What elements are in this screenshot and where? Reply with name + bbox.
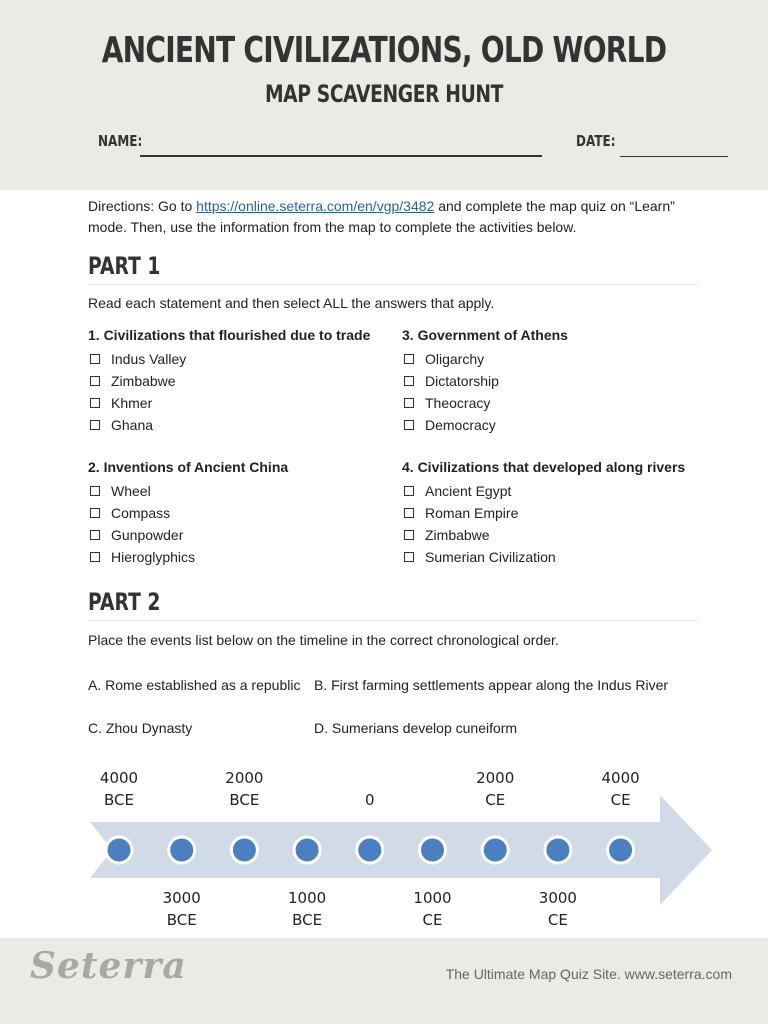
checkbox[interactable] xyxy=(90,508,100,518)
date-label: DATE: xyxy=(576,132,616,150)
option-item[interactable] xyxy=(402,414,568,436)
footer-tagline: The Ultimate Map Quiz Site. www.seterra.com xyxy=(445,966,732,982)
option-label: Wheel xyxy=(111,483,151,499)
question-title: 2. Inventions of Ancient China xyxy=(88,459,289,475)
option-item[interactable] xyxy=(88,348,370,370)
option-item[interactable] xyxy=(88,414,370,436)
question-title: 3. Government of Athens xyxy=(402,327,568,343)
checkbox[interactable] xyxy=(90,552,100,562)
option-item[interactable] xyxy=(88,392,370,414)
directions-suffix: and complete the map quiz on “Learn” mode. Then, use the information from the map to complete the activities below. xyxy=(88,198,675,235)
timeline-label: CE xyxy=(547,911,568,929)
timeline-label: 2000 xyxy=(225,769,264,787)
event-a: A. Rome established as a republic xyxy=(88,677,301,693)
date-field[interactable] xyxy=(620,156,728,157)
timeline-label: CE xyxy=(610,791,631,809)
option-item[interactable] xyxy=(88,502,288,524)
timeline-label: CE xyxy=(485,791,506,809)
option-item[interactable] xyxy=(402,480,685,502)
timeline-label: BCE xyxy=(229,791,260,809)
checkbox[interactable] xyxy=(404,398,414,408)
checkbox[interactable] xyxy=(90,376,100,386)
option-label: Sumerian Civilization xyxy=(425,549,556,565)
option-label: Ancient Egypt xyxy=(425,483,512,499)
timeline-label: BCE xyxy=(104,791,134,809)
option-item[interactable] xyxy=(402,546,685,568)
timeline-marker[interactable] xyxy=(608,837,634,863)
part1-instruction: Read each statement and then select ALL the answers that apply. xyxy=(88,295,495,311)
part2-heading: PART 2 xyxy=(88,588,161,616)
checkbox[interactable] xyxy=(404,354,414,364)
timeline-label: 3000 xyxy=(538,889,577,907)
option-label: Theocracy xyxy=(425,395,491,411)
timeline-label: 1000 xyxy=(413,889,452,907)
part1-heading: PART 1 xyxy=(88,252,161,280)
timeline-marker[interactable] xyxy=(482,837,508,863)
option-item[interactable] xyxy=(402,392,568,414)
timeline-label: CE xyxy=(422,911,443,929)
checkbox[interactable] xyxy=(404,420,414,430)
option-label: Zimbabwe xyxy=(425,527,490,543)
checkbox[interactable] xyxy=(90,398,100,408)
option-item[interactable] xyxy=(402,524,685,546)
part1-divider xyxy=(88,284,698,285)
checkbox[interactable] xyxy=(404,486,414,496)
option-label: Zimbabwe xyxy=(111,373,176,389)
option-label: Gunpowder xyxy=(111,527,184,543)
directions xyxy=(88,196,700,238)
option-label: Khmer xyxy=(111,395,153,411)
timeline-marker[interactable] xyxy=(420,837,446,863)
timeline-label: 2000 xyxy=(476,769,515,787)
checkbox[interactable] xyxy=(90,486,100,496)
option-label: Oligarchy xyxy=(425,351,485,367)
option-label: Dictatorship xyxy=(425,373,499,389)
event-d: D. Sumerians develop cuneiform xyxy=(314,720,518,736)
timeline-label: 1000 xyxy=(288,889,327,907)
timeline-marker[interactable] xyxy=(357,837,383,863)
timeline-marker[interactable] xyxy=(231,837,257,863)
event-c: C. Zhou Dynasty xyxy=(88,720,193,736)
timeline-label: BCE xyxy=(166,911,197,929)
checkbox[interactable] xyxy=(404,508,414,518)
question-title: 4. Civilizations that developed along rivers xyxy=(402,459,686,475)
option-item[interactable] xyxy=(402,370,568,392)
name-label: NAME: xyxy=(98,132,143,150)
checkbox[interactable] xyxy=(404,376,414,386)
question-2 xyxy=(88,459,288,568)
part2-instruction: Place the events list below on the timeline in the correct chronological order. xyxy=(88,632,559,648)
page-title: ANCIENT CIVILIZATIONS, OLD WORLD xyxy=(101,30,667,71)
question-4 xyxy=(402,459,685,568)
checkbox[interactable] xyxy=(90,420,100,430)
option-label: Roman Empire xyxy=(425,505,519,521)
option-label: Compass xyxy=(111,505,171,521)
option-item[interactable] xyxy=(88,524,288,546)
option-item[interactable] xyxy=(88,370,370,392)
option-item[interactable] xyxy=(402,348,568,370)
question-3 xyxy=(402,327,568,436)
event-b: B. First farming settlements appear along the Indus River xyxy=(314,677,669,693)
timeline-marker[interactable] xyxy=(294,837,320,863)
timeline-label: 0 xyxy=(365,791,375,809)
timeline-marker[interactable] xyxy=(169,837,195,863)
option-item[interactable] xyxy=(402,502,685,524)
question-title: 1. Civilizations that flourished due to trade xyxy=(88,327,371,343)
part2-divider xyxy=(88,620,698,621)
checkbox[interactable] xyxy=(404,530,414,540)
checkbox[interactable] xyxy=(90,530,100,540)
option-label: Ghana xyxy=(111,417,154,433)
checkbox[interactable] xyxy=(90,354,100,364)
option-label: Indus Valley xyxy=(111,351,187,367)
timeline-marker[interactable] xyxy=(545,837,571,863)
quiz-link[interactable]: https://online.seterra.com/en/vgp/3482 xyxy=(196,198,435,214)
checkbox[interactable] xyxy=(404,552,414,562)
timeline xyxy=(80,760,720,935)
page-subtitle: MAP SCAVENGER HUNT xyxy=(264,80,504,108)
seterra-logo: Seterra xyxy=(30,945,187,987)
name-field[interactable] xyxy=(140,155,542,157)
option-item[interactable] xyxy=(88,480,288,502)
timeline-label: BCE xyxy=(292,911,323,929)
question-1 xyxy=(88,327,370,436)
timeline-label: 4000 xyxy=(601,769,640,787)
timeline-label: 3000 xyxy=(162,889,201,907)
timeline-marker[interactable] xyxy=(106,837,132,863)
option-label: Democracy xyxy=(425,417,496,433)
option-label: Hieroglyphics xyxy=(111,549,196,565)
directions-prefix: Directions: Go to xyxy=(88,198,197,214)
option-item[interactable] xyxy=(88,546,288,568)
timeline-label: 4000 xyxy=(99,769,139,787)
